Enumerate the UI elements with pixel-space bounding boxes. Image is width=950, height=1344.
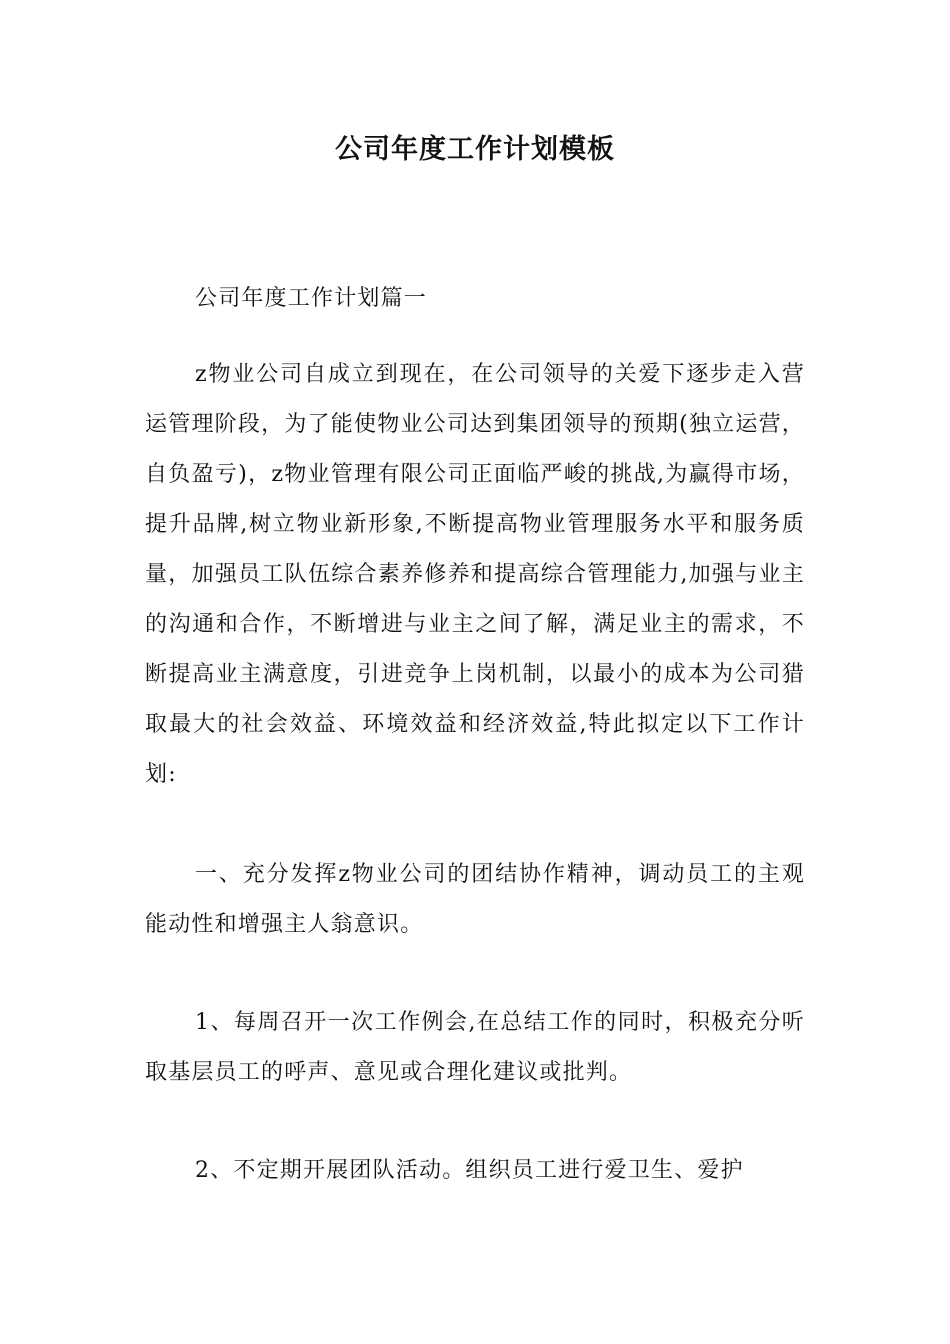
- list-item-1: 1、每周召开一次工作例会,在总结工作的同时，积极充分听取基层员工的呼声、意见或合理化建议或批判。: [145, 1010, 805, 1085]
- list-item-2: 2、不定期开展团队活动。组织员工进行爱卫生、爱护: [195, 1158, 744, 1183]
- document-title: 公司年度工作计划模板: [335, 134, 615, 165]
- section-one-heading: 一、充分发挥z物业公司的团结协作精神，调动员工的主观能动性和增强主人翁意识。: [145, 862, 805, 937]
- intro-paragraph: z物业公司自成立到现在，在公司领导的关爱下逐步走入营运管理阶段，为了能使物业公司达到集团领导的预期(独立运营，自负盈亏)，z物业管理有限公司正面临严峻的挑战,为赢得市场，提升品牌,树立物业新形象,不断提高物业管理服务水平和服务质量，加强员工队伍综合素养修养和提高综合管理能力,加强与业主的沟通和合作，不断增进与业主之间了解，满足业主的需求，不断提高业主满意度，引进竞争上岗机制，以最小的成本为公司猎取最大的社会效益、环境效益和经济效益,特此拟定以下工作计划:: [145, 362, 805, 787]
- section-subheading: 公司年度工作计划篇一: [195, 286, 428, 311]
